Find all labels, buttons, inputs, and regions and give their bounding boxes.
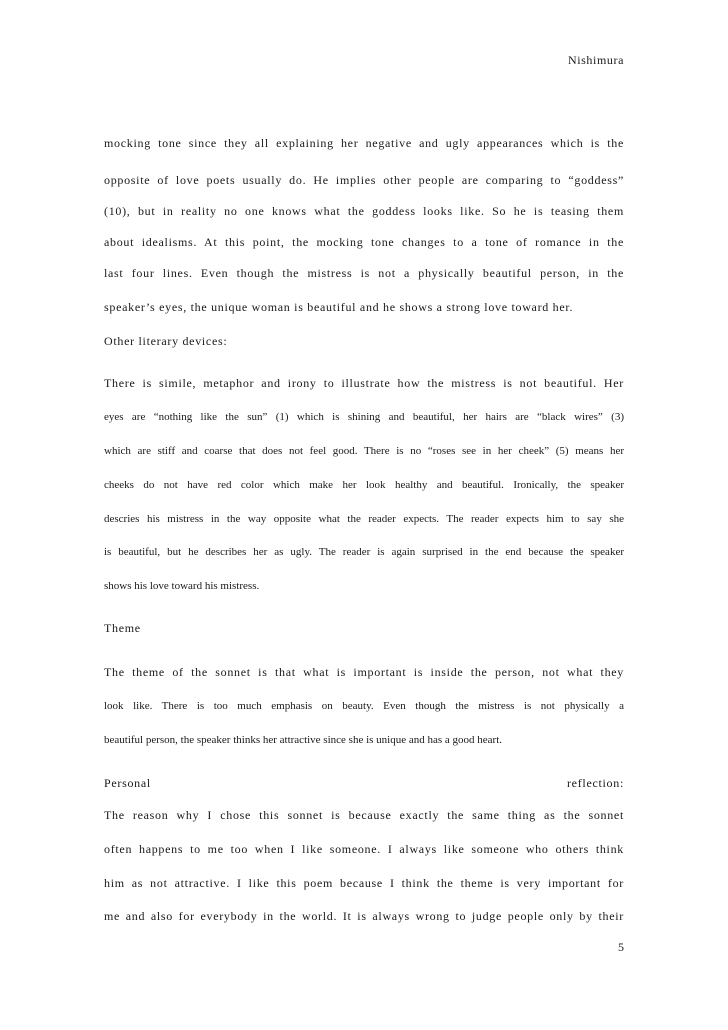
section-heading-personal-reflection: Personal reflection:	[104, 776, 624, 790]
section-heading-literary-devices: Other literary devices:	[104, 334, 228, 348]
section-heading-theme: Theme	[104, 621, 141, 635]
text-line: is beautiful, but he describes her as ugly. The reader is again surprised in the end because the speaker	[104, 546, 624, 558]
text-line: opposite of love poets usually do. He implies other people are comparing to “goddess”	[104, 173, 624, 187]
text-line: speaker’s eyes, the unique woman is beautiful and he shows a strong love toward her.	[104, 300, 574, 314]
text-line: shows his love toward his mistress.	[104, 580, 260, 592]
text-line: There is simile, metaphor and irony to illustrate how the mistress is not beautiful. Her	[104, 376, 624, 390]
text-line: descries his mistress in the way opposite what the reader expects. The reader expects him to say she	[104, 513, 624, 525]
text-line: last four lines. Even though the mistress is not a physically beautiful person, in the	[104, 266, 624, 280]
text-line: eyes are “nothing like the sun” (1) which is shining and beautiful, her hairs are “black wires” (3)	[104, 411, 624, 423]
text-line: The reason why I chose this sonnet is because exactly the same thing as the sonnet	[104, 808, 624, 822]
text-line: look like. There is too much emphasis on beauty. Even though the mistress is not physically a	[104, 700, 624, 712]
text-line: mocking tone since they all explaining her negative and ugly appearances which is the	[104, 136, 624, 150]
text-line: about idealisms. At this point, the mocking tone changes to a tone of romance in the	[104, 235, 624, 249]
page-number: 5	[618, 940, 624, 954]
text-line: The theme of the sonnet is that what is important is inside the person, not what they	[104, 665, 624, 679]
text-line: him as not attractive. I like this poem because I think the theme is very important for	[104, 876, 624, 890]
header-author-name: Nishimura	[567, 53, 624, 67]
text-line: cheeks do not have red color which make her look healthy and beautiful. Ironically, the speaker	[104, 479, 624, 491]
text-line: me and also for everybody in the world. It is always wrong to judge people only by their	[104, 909, 624, 923]
text-line: (10), but in reality no one knows what the goddess looks like. So he is teasing them	[104, 204, 624, 218]
text-line: often happens to me too when I like someone. I always like someone who others think	[104, 842, 624, 856]
text-line: beautiful person, the speaker thinks her attractive since she is unique and has a good heart.	[104, 734, 503, 746]
text-line: which are stiff and coarse that does not feel good. There is no “roses see in her cheek” (5) means her	[104, 445, 624, 457]
